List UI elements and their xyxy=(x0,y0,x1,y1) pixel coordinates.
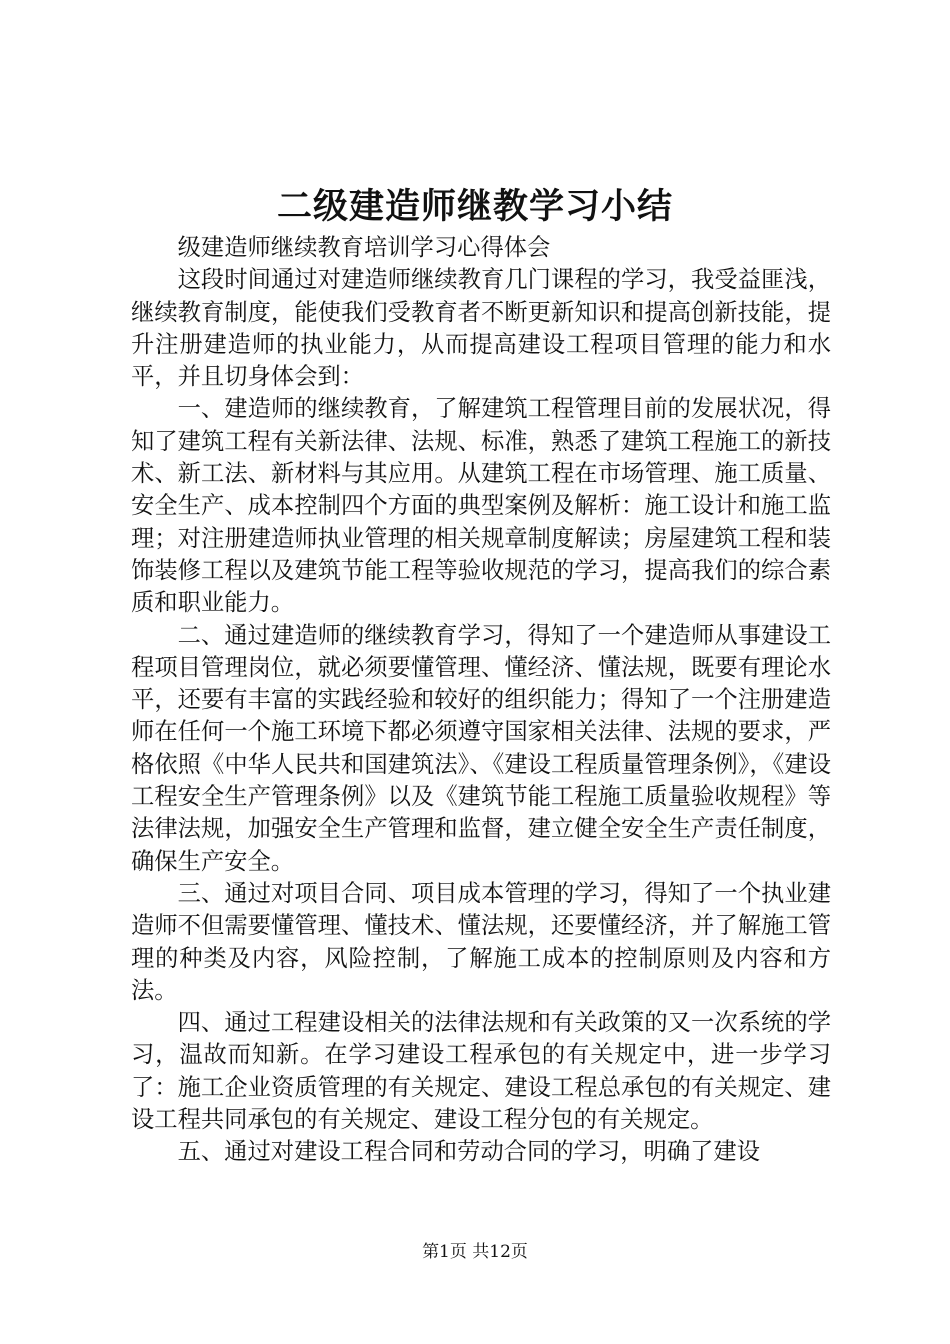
section-five-paragraph: 五、通过对建设工程合同和劳动合同的学习，明确了建设 xyxy=(177,1138,761,1166)
intro-paragraph: 这段时间通过对建造师继续教育几门课程的学习，我受益匪浅，继续教育制度，能使我们受教育者不断更新知识和提高创新技能，提升注册建造师的执业能力，从而提高建设工程项目管理的能力和水平，并且切身体会到： xyxy=(131,266,831,391)
section-one-paragraph: 一、建造师的继续教育，了解建筑工程管理目前的发展状况，得知了建筑工程有关新法律、法规、标准，熟悉了建筑工程施工的新技术、新工法、新材料与其应用。从建筑工程在市场管理、施工质量、安全生产、成本控制四个方面的典型案例及解析：施工设计和施工监理；对注册建造师执业管理的相关规章制度解读；房屋建筑工程和装饰装修工程以及建筑节能工程等验收规范的学习，提高我们的综合素质和职业能力。 xyxy=(131,395,831,617)
section-three-paragraph: 三、通过对项目合同、项目成本管理的学习，得知了一个执业建造师不但需要懂管理、懂技术、懂法规，还要懂经济，并了解施工管理的种类及内容，风险控制，了解施工成本的控制原则及内容和方法。 xyxy=(131,879,831,1004)
subtitle-paragraph: 级建造师继续教育培训学习心得体会 xyxy=(177,234,551,261)
document-title: 二级建造师继教学习小结 xyxy=(276,187,673,227)
page-number-footer: 第1页 共12页 xyxy=(422,1242,528,1262)
section-four-paragraph: 四、通过工程建设相关的法律法规和有关政策的又一次系统的学习，温故而知新。在学习建设工程承包的有关规定中，进一步学习了：施工企业资质管理的有关规定、建设工程总承包的有关规定、建设工程共同承包的有关规定、建设工程分包的有关规定。 xyxy=(131,1009,831,1134)
section-two-paragraph: 二、通过建造师的继续教育学习，得知了一个建造师从事建设工程项目管理岗位，就必须要懂管理、懂经济、懂法规，既要有理论水平，还要有丰富的实践经验和较好的组织能力；得知了一个注册建造师在任何一个施工环境下都必须遵守国家相关法律、法规的要求，严格依照《中华人民共和国建筑法》、《建设工程质量管理条例》，《建设工程安全生产管理条例》以及《建筑节能工程施工质量验收规程》等法律法规，加强安全生产管理和监督，建立健全安全生产责任制度，确保生产安全。 xyxy=(131,621,831,875)
document-body xyxy=(131,232,831,1169)
